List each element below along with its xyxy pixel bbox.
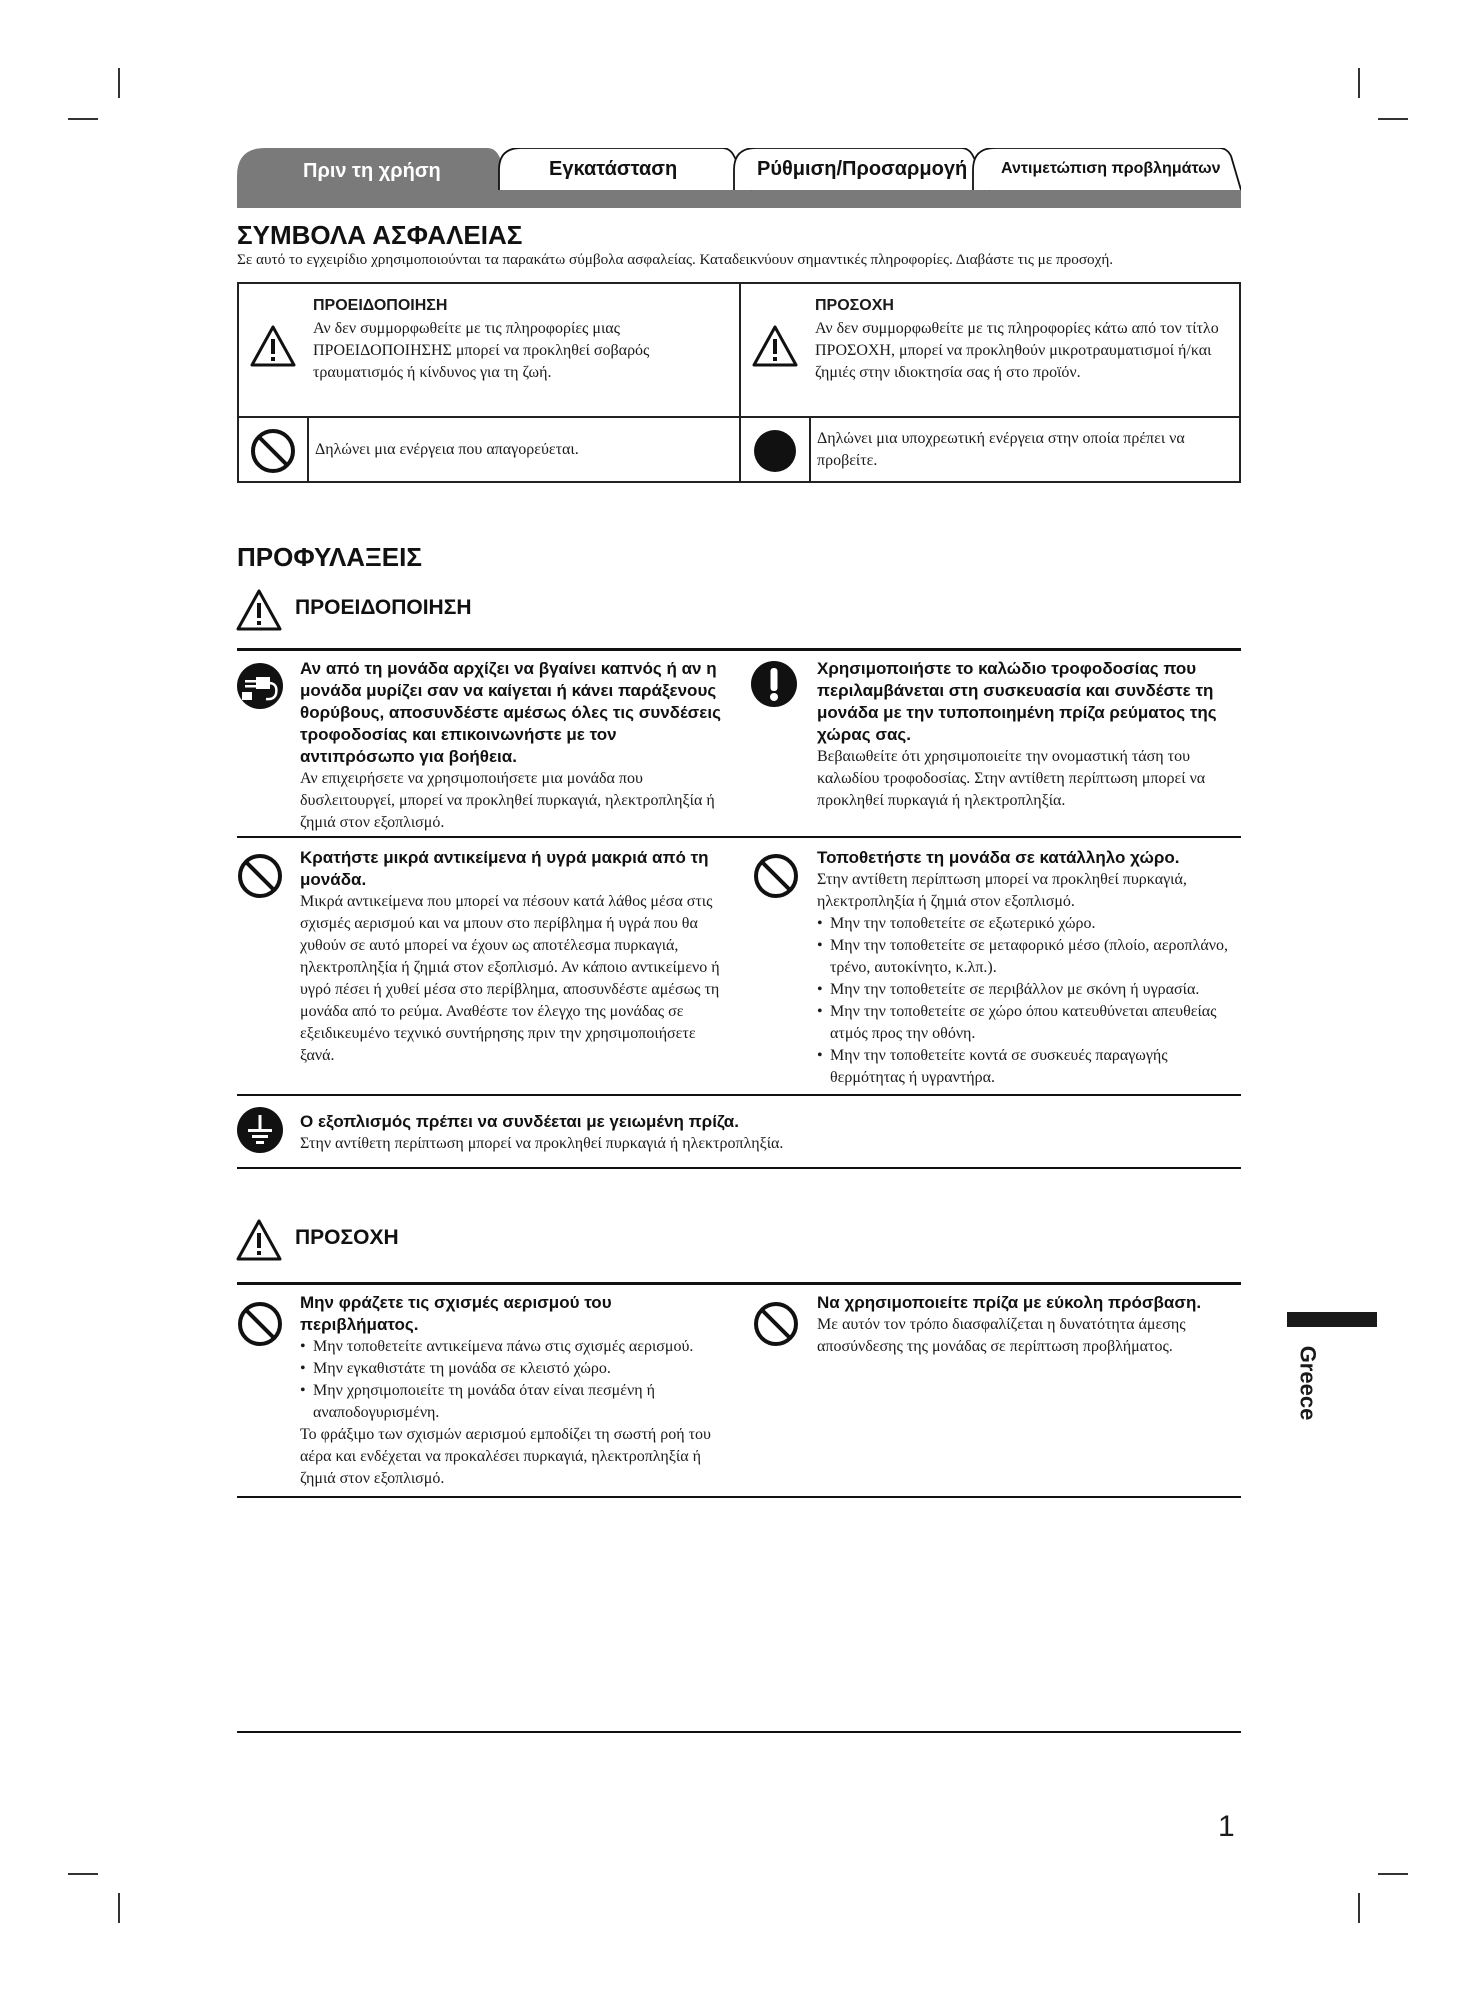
caution-title: ΠΡΟΣΟΧΗ	[815, 297, 894, 314]
warning-item-power-cord	[817, 658, 1241, 812]
symbols-heading: ΣΥΜΒΟΛΑ ΑΣΦΑΛΕΙΑΣ	[237, 220, 523, 250]
footer-rule	[237, 1731, 1241, 1733]
crop-mark	[1378, 1873, 1408, 1875]
mandatory-description: Δηλώνει μια υποχρεωτική ενέργεια στην οποία πρέπει να προβείτε.	[817, 430, 1185, 469]
item-title: Χρησιμοποιήστε το καλώδιο τροφοδοσίας που περιλαμβάνεται στη συσκευασία και συνδέστε τη μονάδα με την τυποποιημένη πρίζα ρεύματος της χώρας σας.	[817, 659, 1217, 744]
caution-item-outlet-access	[817, 1292, 1217, 1358]
bullet-item: • Μην χρησιμοποιείτε τη μονάδα όταν είναι πεσμένη ή αναποδογυρισμένη.	[300, 1380, 730, 1424]
page-number: 1	[1218, 1810, 1235, 1843]
crop-mark	[68, 1873, 98, 1875]
bullet-item: • Μην την τοποθετείτε σε χώρο όπου κατευθύνεται απευθείας ατμός προς την οθόνη.	[817, 1001, 1241, 1045]
item-text: Βεβαιωθείτε ότι χρησιμοποιείτε την ονομαστική τάση του καλωδίου τροφοδοσίας. Στην αντίθετη περίπτωση μπορεί να προκληθεί πυρκαγιά ή ηλεκτροπληξία.	[817, 748, 1206, 809]
item-text: Στην αντίθετη περίπτωση μπορεί να προκληθεί πυρκαγιά ή ηλεκτροπληξία.	[300, 1135, 784, 1152]
bullet-item: • Μην την τοποθετείτε σε μεταφορικό μέσο (πλοίο, αεροπλάνο, τρένο, αυτοκίνητο, κ.λπ.).	[817, 935, 1241, 979]
symbols-table	[237, 282, 1241, 482]
warning-title: ΠΡΟΕΙΔΟΠΟΙΗΣΗ	[313, 297, 448, 314]
crop-mark	[1378, 118, 1408, 120]
bullet-item: • Μην την τοποθετείτε σε εξωτερικό χώρο.	[817, 913, 1241, 935]
bullet-item: • Μην εγκαθιστάτε τη μονάδα σε κλειστό χώρο.	[300, 1358, 730, 1380]
crop-mark	[68, 118, 98, 120]
item-text: Στην αντίθετη περίπτωση μπορεί να προκληθεί πυρκαγιά, ηλεκτροπληξία ή ζημιά στον εξοπλισμό.	[817, 871, 1187, 910]
item-title: Μην φράζετε τις σχισμές αερισμού του περιβλήματος.	[300, 1293, 612, 1334]
prohibited-icon	[752, 852, 800, 900]
section-tabs	[237, 148, 1241, 210]
item-title: Αν από τη μονάδα αρχίζει να βγαίνει καπνός ή αν η μονάδα μυρίζει σαν να καίγεται ή κάνει παράξενους θορύβους, αποσυνδέστε αμέσως όλες τις συνδέσεις τροφοδοσίας και επικοινωνήστε με τον αντιπρόσωπο για βοήθεια.	[300, 659, 721, 766]
caution-subheading: ΠΡΟΣΟΧΗ	[295, 1226, 399, 1249]
caution-description: Αν δεν συμμορφωθείτε με τις πληροφορίες κάτω από τον τίτλο ΠΡΟΣΟΧΗ, μπορεί να προκληθούν μικροτραυματισμοί ή/και ζημιές στην ιδιοκτησία σας ή στο προϊόν.	[815, 320, 1219, 381]
prohibited-icon	[752, 1300, 800, 1348]
bullet-list	[817, 913, 1241, 1089]
tab-before-use[interactable]: Πριν τη χρήση	[303, 160, 441, 182]
tab-settings[interactable]: Ρύθμιση/Προσαρμογή	[757, 158, 968, 180]
symbols-intro: Σε αυτό το εγχειρίδιο χρησιμοποιούνται τα παρακάτω σύμβολα ασφαλείας. Καταδεικνύουν σημαντικές πληροφορίες. Διαβάστε τις με προσοχή.	[237, 251, 1114, 268]
row-divider	[237, 836, 1241, 838]
language-tab-label: Greece	[1295, 1345, 1321, 1421]
tab-installation[interactable]: Εγκατάσταση	[549, 158, 678, 180]
crop-mark	[118, 1893, 120, 1923]
warning-triangle-icon	[235, 1218, 283, 1262]
prohibited-icon	[236, 1300, 284, 1348]
language-tab-marker	[1287, 1312, 1377, 1327]
tab-troubleshooting[interactable]: Αντιμετώπιση προβλημάτων	[1001, 160, 1221, 177]
bullet-item: • Μην την τοποθετείτε σε περιβάλλον με σκόνη ή υγρασία.	[817, 979, 1241, 1001]
warning-triangle-icon	[235, 588, 283, 632]
warning-subheading: ΠΡΟΕΙΔΟΠΟΙΗΣΗ	[295, 596, 472, 619]
warning-triangle-icon	[249, 324, 297, 368]
warning-triangle-icon	[751, 324, 799, 368]
row-divider	[237, 1094, 1241, 1096]
prohibited-icon	[249, 427, 297, 475]
warning-description: Αν δεν συμμορφωθείτε με τις πληροφορίες μιας ΠΡΟΕΙΔΟΠΟΙΗΣΗΣ μπορεί να προκληθεί σοβαρός τραυματισμός ή κίνδυνος για τη ζωή.	[313, 320, 650, 381]
unplug-icon	[236, 662, 284, 710]
item-text: Μικρά αντικείμενα που μπορεί να πέσουν κατά λάθος μέσα στις σχισμές αερισμού και να μπουν στο περίβλημα ή υγρά που θα χυθούν σε αυτό μπορεί να έχουν ως αποτέλεσμα πυρκαγιά, ηλεκτροπληξία ή ζημιά στον εξοπλισμό. Αν κάποιο αντικείμενο ή υγρό πέσει ή χυθεί μέσα στο περίβλημα, αποσυνδέστε αμέσως τη μονάδα από το ρεύμα. Αναθέστε τον έλεγχο της μονάδας σε εξειδικευμένο τεχνικό συντήρησης πριν την χρησιμοποιήσετε ξανά.	[300, 893, 720, 1064]
item-title: Κρατήστε μικρά αντικείμενα ή υγρά μακριά από τη μονάδα.	[300, 848, 709, 889]
precautions-heading: ΠΡΟΦΥΛΑΞΕΙΣ	[237, 542, 422, 572]
item-text: Με αυτόν τον τρόπο διασφαλίζεται η δυνατότητα άμεσης αποσύνδεσης της μονάδας σε περίπτωση προβλήματος.	[817, 1316, 1186, 1355]
item-title: Ο εξοπλισμός πρέπει να συνδέεται με γειωμένη πρίζα.	[300, 1112, 739, 1131]
row-divider	[237, 1496, 1241, 1498]
crop-mark	[1358, 1893, 1360, 1923]
warning-item-small-objects	[300, 847, 730, 1067]
bullet-list	[300, 1336, 730, 1424]
prohibited-description: Δηλώνει μια ενέργεια που απαγορεύεται.	[315, 441, 579, 458]
item-title: Να χρησιμοποιείτε πρίζα με εύκολη πρόσβαση.	[817, 1293, 1202, 1312]
mandatory-circle-icon	[751, 427, 799, 475]
exclamation-icon	[750, 660, 798, 708]
crop-mark	[1358, 68, 1360, 98]
item-text: Το φράξιμο των σχισμών αερισμού εμποδίζει τη σωστή ροή του αέρα και ενδέχεται να προκαλέσει πυρκαγιά, ηλεκτροπληξία ή ζημιά στον εξοπλισμό.	[300, 1426, 711, 1487]
language-tab	[1295, 1340, 1330, 1430]
row-divider	[237, 1167, 1241, 1169]
ground-icon	[236, 1106, 284, 1154]
item-text: Αν επιχειρήσετε να χρησιμοποιήσετε μια μονάδα που δυσλειτουργεί, μπορεί να προκληθεί πυρκαγιά, ηλεκτροπληξία ή ζημιά στον εξοπλισμό.	[300, 770, 715, 831]
bullet-item: • Μην τοποθετείτε αντικείμενα πάνω στις σχισμές αερισμού.	[300, 1336, 730, 1358]
section-rule	[237, 1282, 1241, 1285]
item-title: Τοποθετήστε τη μονάδα σε κατάλληλο χώρο.	[817, 848, 1180, 867]
prohibited-icon	[236, 852, 284, 900]
section-rule	[237, 648, 1241, 651]
warning-item-location	[817, 847, 1241, 1089]
bullet-item: • Μην την τοποθετείτε κοντά σε συσκευές παραγωγής θερμότητας ή υγραντήρα.	[817, 1045, 1241, 1089]
crop-mark	[118, 68, 120, 98]
warning-item-grounding	[300, 1111, 1200, 1155]
caution-item-ventilation	[300, 1292, 730, 1490]
warning-item-smoke	[300, 658, 730, 834]
